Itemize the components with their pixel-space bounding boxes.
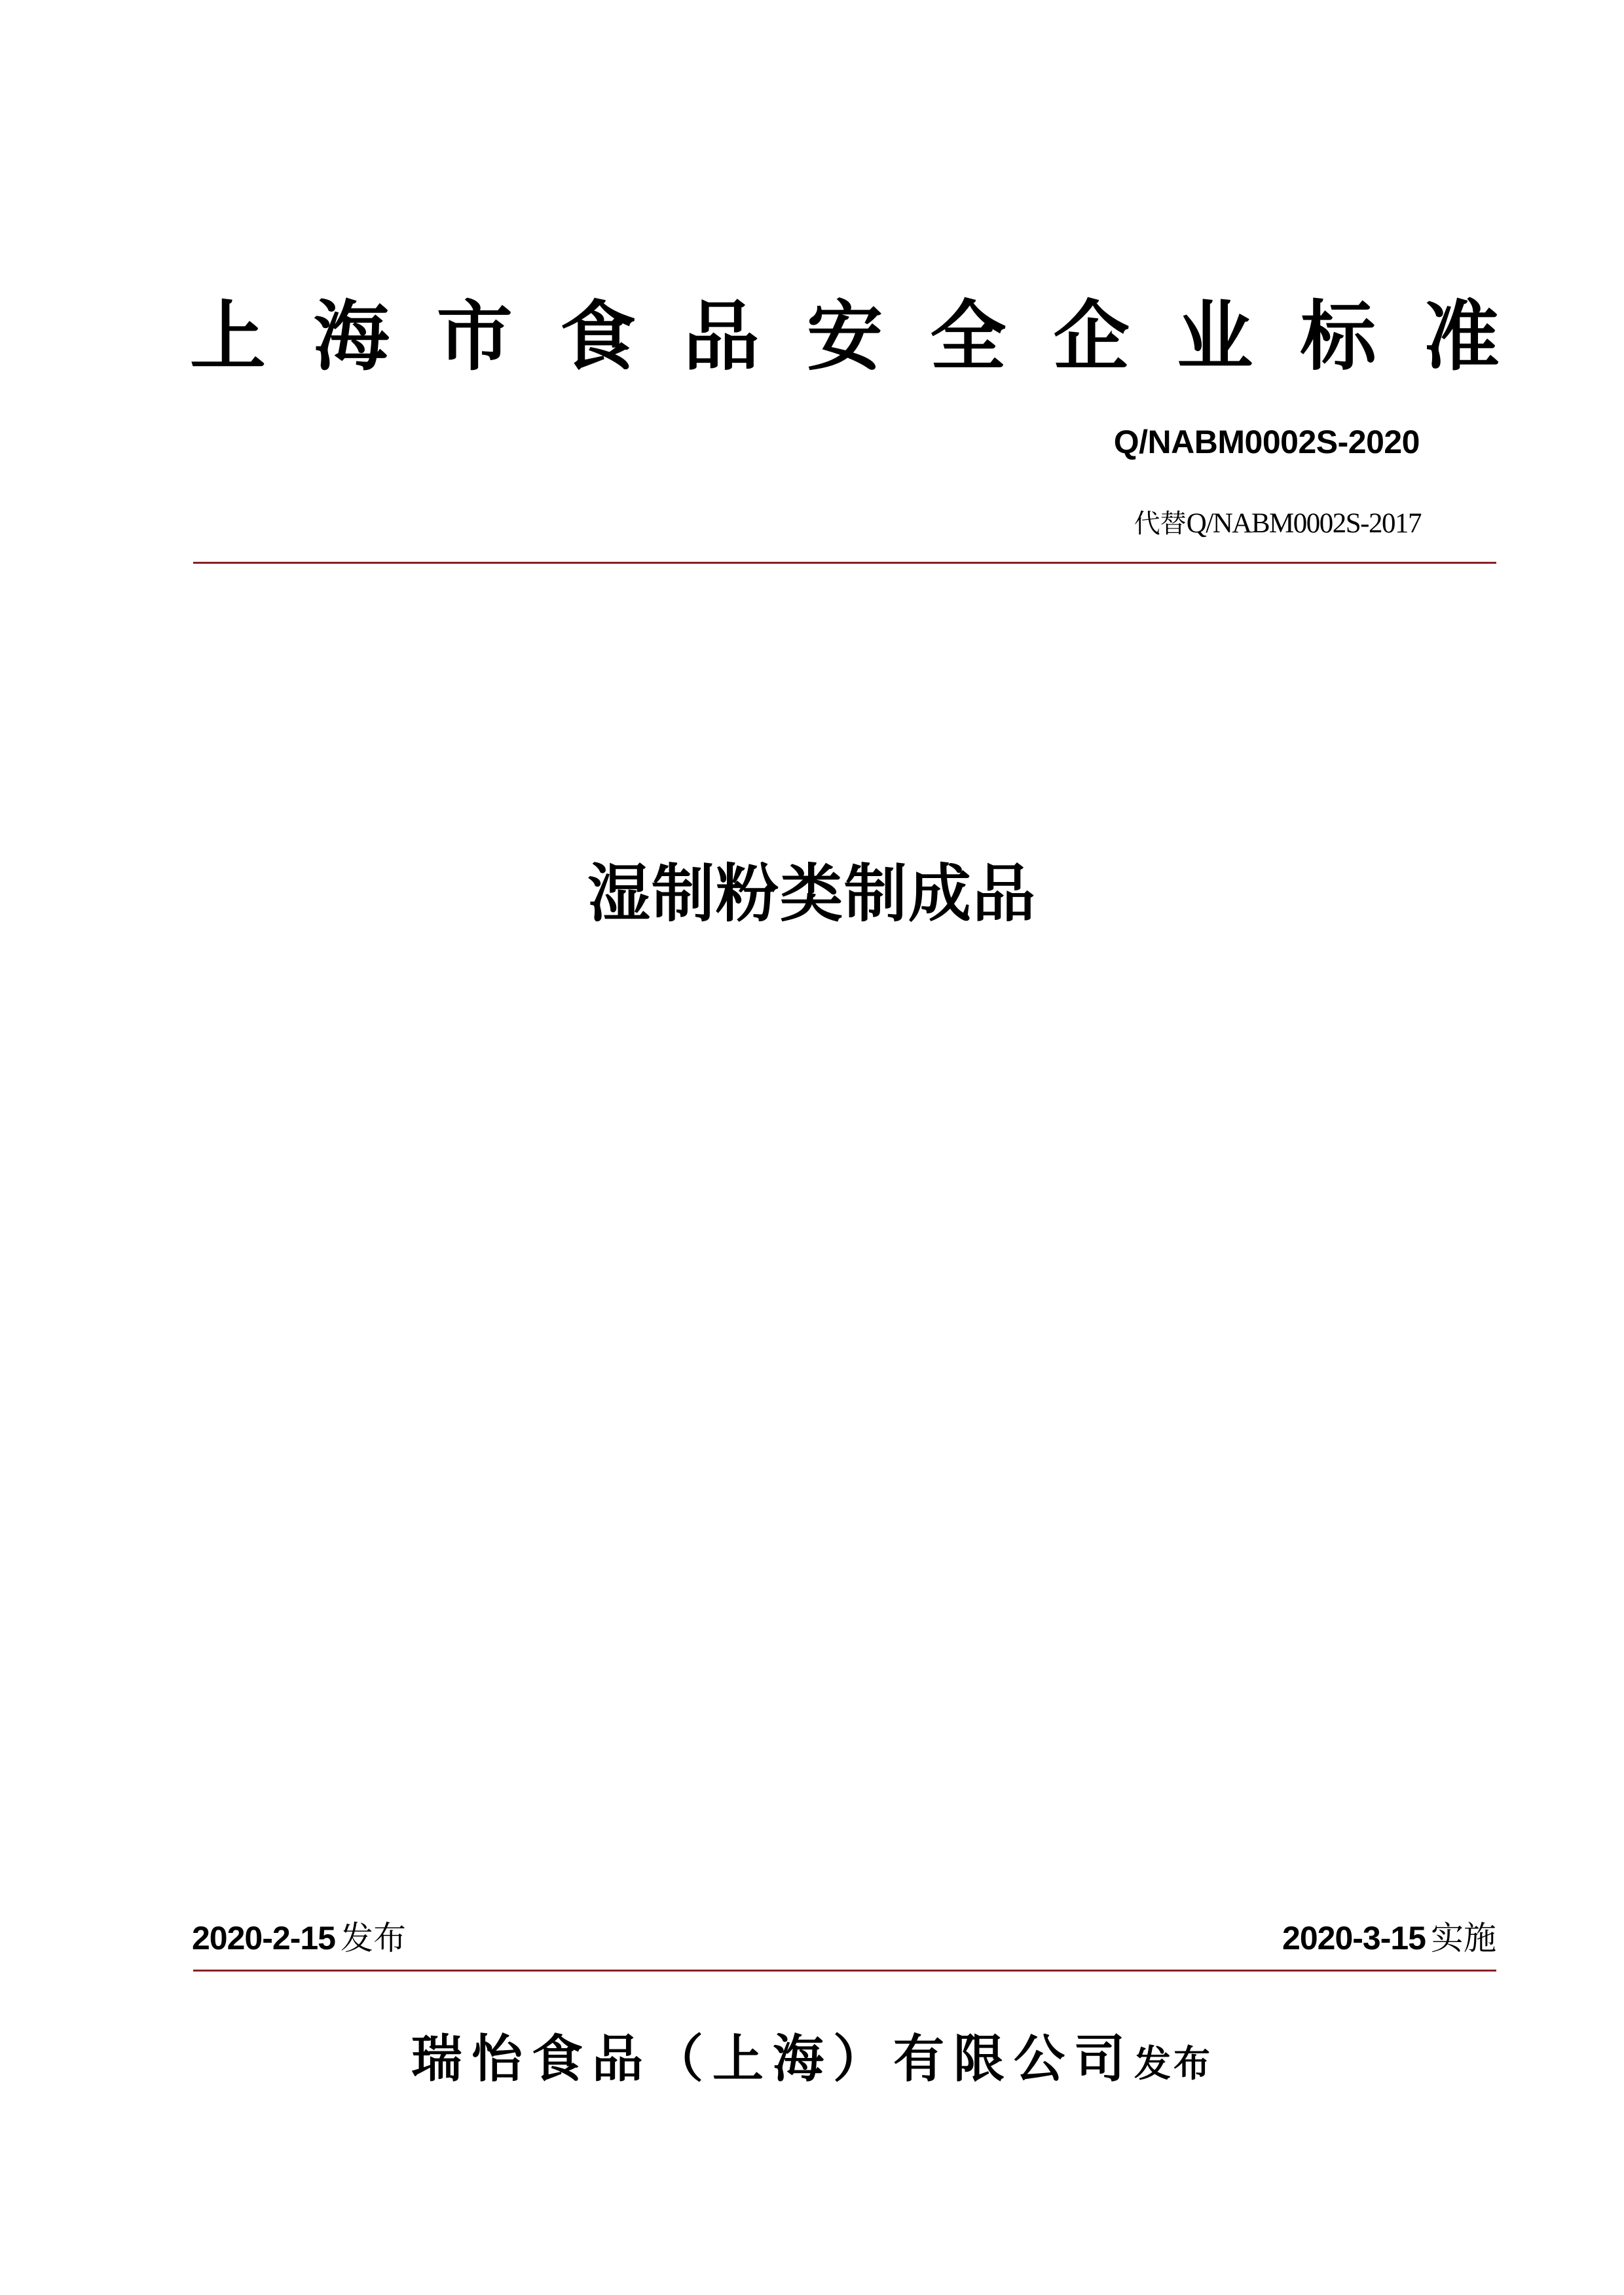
effective-date-label: 实施 (1431, 1919, 1496, 1957)
publisher-name: 瑞怡食品（上海）有限公司 (411, 2030, 1134, 2089)
document-title: 湿制粉类制成品 (587, 857, 1037, 930)
category-char: 业 (1177, 293, 1253, 381)
header-divider (193, 562, 1496, 564)
category-char: 企 (1053, 293, 1130, 381)
standard-number: Q/NABM0002S-2020 (1113, 424, 1420, 460)
category-char: 市 (436, 293, 513, 381)
category-char: 全 (930, 293, 1006, 381)
replaced-standard-number: Q/NABM0002S-2017 (1186, 508, 1421, 539)
category-char: 海 (313, 293, 390, 381)
category-char: 上 (190, 293, 266, 381)
issue-date-value: 2020-2-15 (192, 1920, 335, 1956)
issue-date (192, 1915, 406, 1961)
publisher-line (0, 2023, 1624, 2101)
replaces-prefix: 代替 (1134, 509, 1187, 539)
issue-date-label: 发布 (340, 1919, 406, 1957)
category-char: 安 (806, 293, 883, 381)
category-char: 准 (1423, 293, 1500, 381)
category-char: 标 (1300, 293, 1376, 381)
publisher-suffix: 发布 (1134, 2043, 1213, 2085)
footer-divider (193, 1970, 1496, 1972)
effective-date (1282, 1915, 1496, 1961)
category-char: 食 (560, 293, 637, 381)
standard-category-heading (190, 288, 1500, 386)
replaces-note (1134, 504, 1421, 543)
effective-date-value: 2020-3-15 (1282, 1920, 1426, 1956)
category-char: 品 (683, 293, 760, 381)
